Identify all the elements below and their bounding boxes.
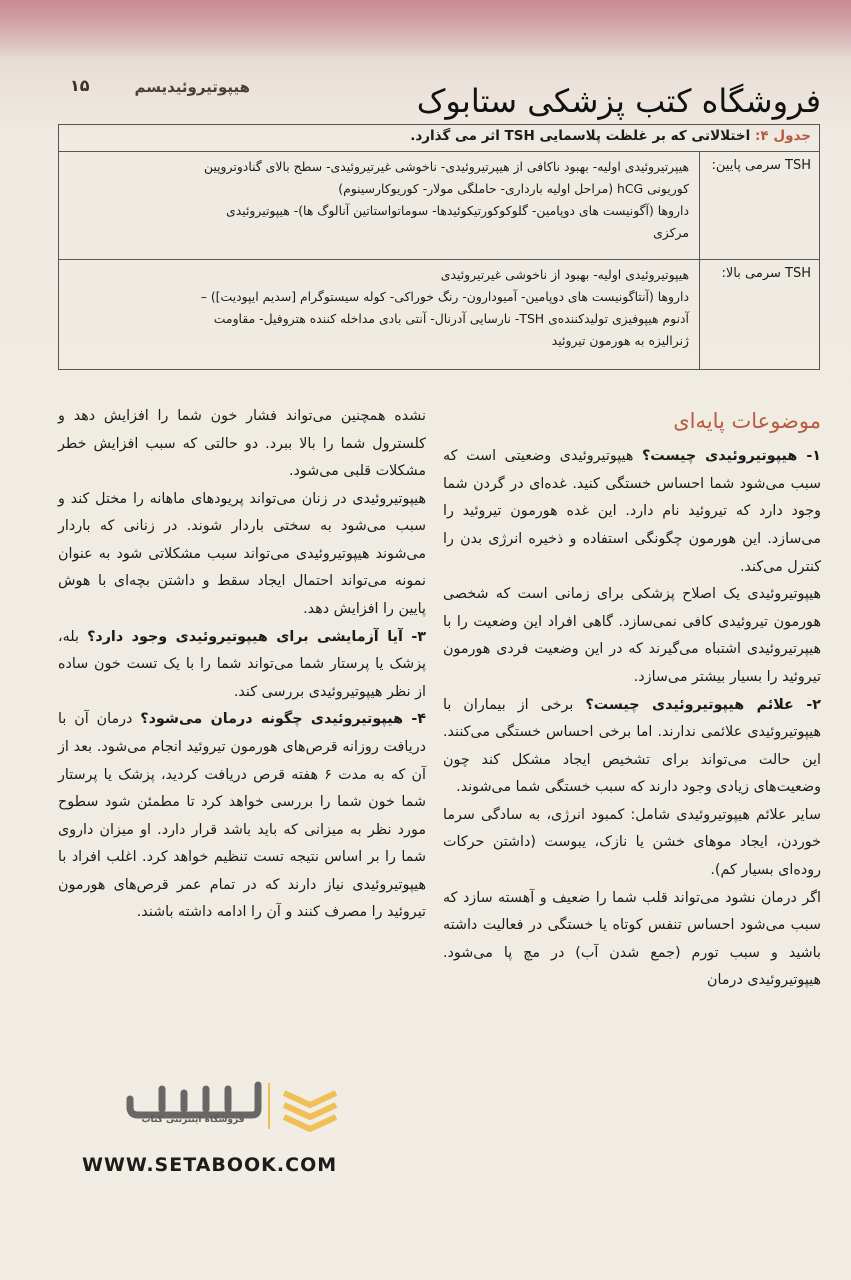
- table-row-head: TSH سرمی بالا:: [699, 260, 819, 369]
- paragraph: [58, 624, 426, 707]
- table-row: [59, 152, 819, 260]
- question-title: ۱- هیپوتیروئیدی چیست؟: [642, 448, 821, 465]
- table-line: هیپرتیروئیدی اولیه- بهبود ناکافی از هیپرتیروئیدی- ناخوشی غیرتیروئیدی- سطح بالای گنادوتروپین: [203, 159, 689, 174]
- question-title: ۲- علائم هیپوتیروئیدی چیست؟: [585, 696, 821, 713]
- watermark-divider: [268, 1083, 270, 1129]
- paragraph: [443, 443, 821, 581]
- question-title: ۳- آیا آزمایشی برای هیپوتیروئیدی وجود دارد؟: [87, 628, 426, 645]
- table-row-body: [59, 152, 699, 259]
- table-row-body: [59, 260, 699, 369]
- question-answer: بله، پزشک یا پرستار شما می‌تواند شما را با یک تست خون ساده از نظر هیپوتیروئیدی بررسی کند.: [58, 628, 426, 700]
- table-line: ژنرالیزه به هورمون تیروئید: [551, 333, 689, 349]
- question-answer: هیپوتیروئیدی وضعیتی است که سبب می‌شود شما احساس خستگی کنید. غده‌ای در گردن شما وجود دارد که تیروئید نام دارد. این غده هورمون تیروئید را می‌سازد. این هورمون چگونگی استفاده و ذخیره انرژی بدن را کنترل می‌کند.: [443, 448, 821, 575]
- watermark-subtitle: فروشگاه اینترنتی کتاب: [141, 1115, 245, 1125]
- table-line: آدنوم هیپوفیزی تولیدکننده‌ی TSH- نارسایی آدرنال- آنتی بادی مداخله کننده هتروفیل- مقاومت: [213, 311, 689, 327]
- paragraph: سایر علائم هیپوتیروئیدی شامل: کمبود انرژی، به سادگی سرما خوردن، ایجاد موهای خشن یا نازک، یبوست (داشتن حرکات روده‌ای بسیار کم).: [443, 806, 821, 878]
- question-answer: برخی از بیماران با هیپوتیروئیدی علائمی ندارند. اما برخی احساس خستگی می‌کنند. این حالت می‌تواند برای تشخیص ایجاد مشکل کند چون وضعیت‌های زیادی وجود دارند که سبب خستگی شما می‌شوند.: [443, 696, 821, 796]
- website-url: WWW.SETABOOK.COM: [82, 1154, 338, 1176]
- books-icon: [280, 1083, 340, 1135]
- table-caption-text: اختلالاتی که بر غلظت پلاسمایی TSH اثر می گذارد.: [410, 128, 751, 144]
- left-column: [58, 403, 426, 927]
- table-row: [59, 260, 819, 369]
- table-line: داروها (آگونیست های دوپامین- گلوکوکورتیکوئیدها- سوماتواستاتین آنالوگ ها)- هیپوتیروئیدی: [226, 203, 689, 219]
- question-answer: درمان آن با دریافت روزانه قرص‌های هورمون تیروئید انجام می‌شود. بعد از آن که به مدت ۶ هفته قرص دریافت کردید، پزشک یا پرستار شما خون شما را بررسی خواهد کرد تا مطمئن شود سطوح مورد نظر به میزانی که باید باشد قرار دارد. او میزان داروی شما را بر اساس نتیجه تست تنظیم خواهد کرد. اغلب افراد با هیپوتیروئیدی نیاز دارند که در تمام عمر قرص‌های هورمون تیروئید را مصرف کنند و آن را ادامه داشته باشند.: [58, 711, 426, 921]
- paragraph: [58, 706, 426, 927]
- question-title: ۴- هیپوتیروئیدی چگونه درمان می‌شود؟: [140, 711, 426, 728]
- table-line: هیپوتیروئیدی اولیه- بهبود از ناخوشی غیرتیروئیدی: [440, 267, 689, 282]
- paragraph: [443, 692, 821, 802]
- right-column: [443, 408, 821, 995]
- store-title: فروشگاه کتب پزشکی ستابوک: [416, 82, 821, 120]
- table-row-head: TSH سرمی پایین:: [699, 152, 819, 259]
- table-line: مرکزی: [653, 225, 689, 241]
- section-title: موضوعات پایه‌ای: [673, 409, 821, 433]
- table-caption-label: جدول ۴:: [755, 128, 811, 144]
- running-head: هیپوتیروئیدیسم: [134, 78, 250, 96]
- paragraph: نشده همچنین می‌تواند فشار خون شما را افزایش دهد و کلسترول شما را بالا ببرد. دو حالتی که سبب افزایش خطر مشکلات قلبی می‌شود.: [58, 408, 426, 480]
- table-caption: [59, 125, 819, 152]
- page-top-edge: [0, 0, 851, 60]
- setabook-logo: [118, 1075, 268, 1137]
- paragraph: اگر درمان نشود می‌تواند قلب شما را ضعیف و آهسته سازد که سبب می‌شود احساس تنفس کوتاه یا خستگی در فعالیت داشته باشید و سبب تورم (جمع شدن آب) در مچ پا می‌شود. هیپوتیروئیدی درمان: [443, 889, 821, 989]
- table-line: کوریونی hCG (مراحل اولیه بارداری- حاملگی مولار- کوریوکارسینوم): [338, 181, 689, 197]
- page-number: ۱۵: [70, 76, 90, 95]
- watermark: [118, 1075, 448, 1137]
- paragraph: هیپوتیروئیدی در زنان می‌تواند پریودهای ماهانه را مختل کند و سبب می‌شود به سختی باردار شوند. در زنانی که باردار می‌شوند هیپوتیروئیدی می‌تواند سبب مشکلاتی شود به عنوان نمونه می‌تواند احتمال ایجاد سقط و داشتن بچه‌ای با هوش پایین را افزایش دهد.: [58, 490, 426, 618]
- table-line: داروها (آنتاگونیست های دوپامین- آمیودارون- رنگ خوراکی- کوله سیستوگرام [سدیم ایپودیت]) –: [200, 289, 689, 305]
- info-table: [58, 124, 820, 370]
- paragraph: هیپوتیروئیدی یک اصلاح پزشکی برای زمانی است که شخصی هورمون تیروئیدی کافی نمی‌سازد. گاهی افراد این وضعیت را با هیپرتیروئیدی اشتباه می‌گیرند که در این وضعیت فردی هورمون تیروئید را بسیار بیشتر می‌سازد.: [443, 586, 821, 685]
